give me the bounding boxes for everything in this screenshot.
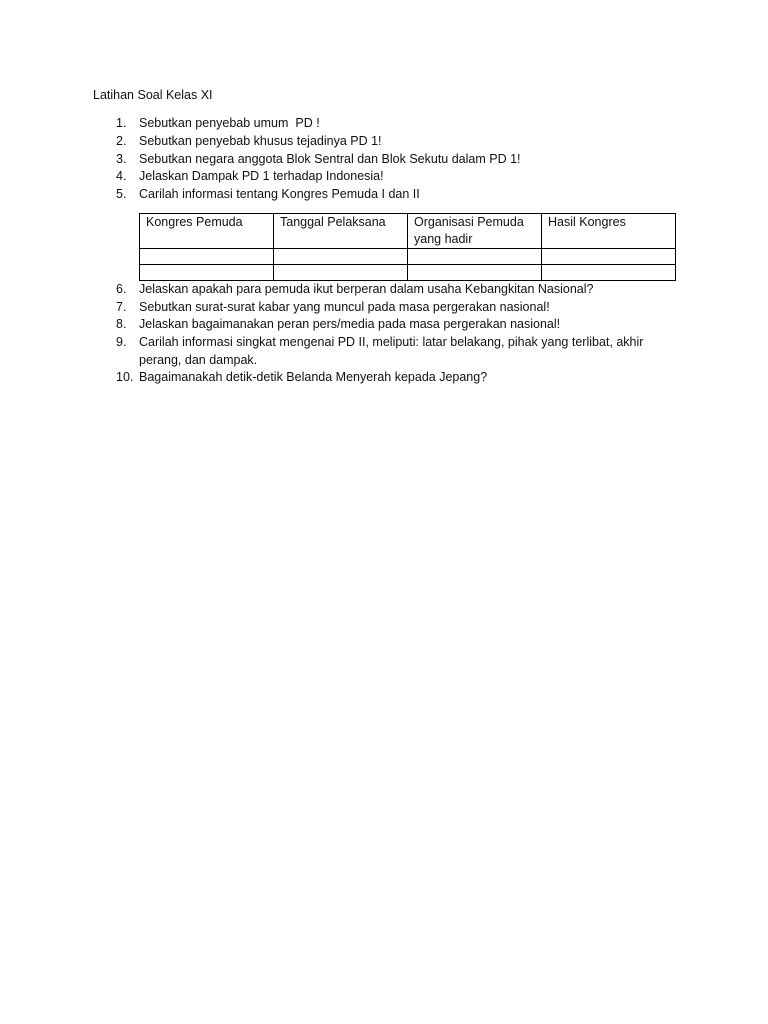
document-title: Latihan Soal Kelas XI <box>93 88 213 102</box>
question-text: Jelaskan apakah para pemuda ikut berperan dalam usaha Kebangkitan Nasional? <box>139 282 594 296</box>
question-number: 7. <box>116 300 127 314</box>
table-header-hasil-kongres: Hasil Kongres <box>542 214 676 249</box>
table-cell[interactable] <box>140 249 274 265</box>
table-header-kongres-pemuda: Kongres Pemuda <box>140 214 274 249</box>
table-cell[interactable] <box>274 265 408 281</box>
table-row <box>140 265 676 281</box>
question-text: Sebutkan surat-surat kabar yang muncul pada masa pergerakan nasional! <box>139 300 550 314</box>
question-number: 5. <box>116 187 127 201</box>
table-cell[interactable] <box>140 265 274 281</box>
question-number: 4. <box>116 169 127 183</box>
table-row <box>140 249 676 265</box>
table-cell[interactable] <box>274 249 408 265</box>
question-number: 2. <box>116 134 127 148</box>
question-text: Sebutkan penyebab umum PD ! <box>139 116 320 130</box>
question-text: Jelaskan bagaimanakan peran pers/media pada masa pergerakan nasional! <box>139 317 561 331</box>
table-header-row <box>140 214 676 249</box>
table-header-tanggal-pelaksana: Tanggal Pelaksana <box>274 214 408 249</box>
table-header-organisasi-pemuda: Organisasi Pemuda yang hadir <box>408 214 542 249</box>
question-text: Jelaskan Dampak PD 1 terhadap Indonesia! <box>139 169 384 183</box>
question-number: 3. <box>116 152 127 166</box>
question-number: 1. <box>116 116 127 130</box>
question-text: Carilah informasi tentang Kongres Pemuda I dan II <box>139 187 420 201</box>
question-number: 10. <box>116 370 134 384</box>
table-cell[interactable] <box>542 249 676 265</box>
kongres-pemuda-table <box>139 213 676 281</box>
question-number: 6. <box>116 282 127 296</box>
question-text: Sebutkan negara anggota Blok Sentral dan Blok Sekutu dalam PD 1! <box>139 152 521 166</box>
question-text: Carilah informasi singkat mengenai PD II, meliputi: latar belakang, pihak yang terlibat, akhir perang, dan dampak. <box>139 335 644 367</box>
question-number: 9. <box>116 335 127 349</box>
table-cell[interactable] <box>542 265 676 281</box>
question-number: 8. <box>116 317 127 331</box>
table-cell[interactable] <box>408 249 542 265</box>
question-text: Bagaimanakah detik-detik Belanda Menyerah kepada Jepang? <box>139 370 488 384</box>
table-cell[interactable] <box>408 265 542 281</box>
question-text: Sebutkan penyebab khusus tejadinya PD 1! <box>139 134 382 148</box>
